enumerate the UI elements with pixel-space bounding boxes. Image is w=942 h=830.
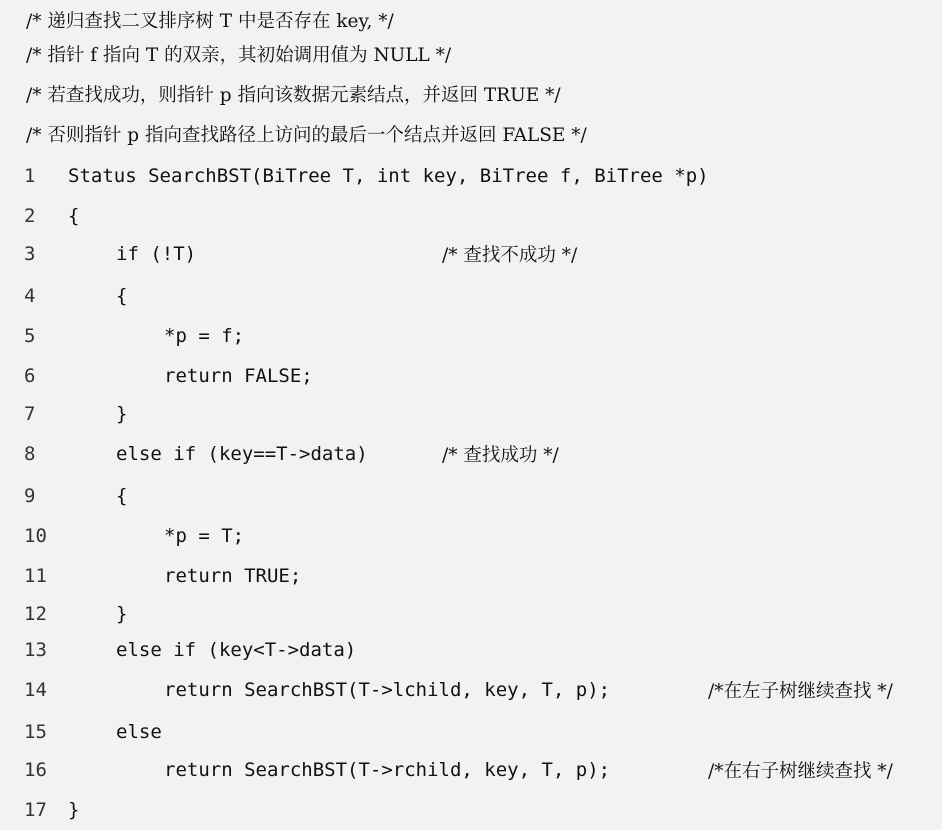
- line-number: 14: [24, 679, 47, 701]
- line-number: 2: [24, 205, 36, 227]
- line-number: 13: [24, 639, 47, 661]
- code-comment: /*在左子树继续查找 */: [708, 681, 893, 702]
- header-comment-3: /* 若查找成功，则指针 p 指向该数据元素结点，并返回 TRUE */: [26, 85, 561, 106]
- header-comment-2: /* 指针 f 指向 T 的双亲，其初始调用值为 NULL */: [26, 45, 452, 66]
- line-number: 8: [24, 443, 36, 465]
- code-text: }: [116, 603, 128, 625]
- code-text: return FALSE;: [164, 365, 313, 387]
- code-text: {: [116, 285, 128, 307]
- line-number: 10: [24, 525, 47, 547]
- code-text: if (!T): [116, 243, 197, 265]
- code-text: else if (key==T->data): [116, 443, 368, 465]
- code-text: }: [116, 403, 128, 425]
- line-number: 9: [24, 485, 36, 507]
- code-text: else: [116, 721, 162, 743]
- header-comment-4: /* 否则指针 p 指向查找路径上访问的最后一个结点并返回 FALSE */: [26, 125, 587, 146]
- line-number: 16: [24, 759, 47, 781]
- line-number: 4: [24, 285, 36, 307]
- code-text: {: [68, 205, 80, 227]
- code-text: *p = f;: [164, 325, 245, 347]
- code-text: return SearchBST(T->lchild, key, T, p);: [164, 679, 611, 701]
- code-comment: /*在右子树继续查找 */: [708, 761, 893, 782]
- line-number: 17: [24, 799, 47, 821]
- header-comment-1: /* 递归查找二叉排序树 T 中是否存在 key, */: [26, 11, 394, 32]
- line-number: 15: [24, 721, 47, 743]
- code-text: {: [116, 485, 128, 507]
- line-number: 1: [24, 165, 36, 187]
- code-text: return SearchBST(T->rchild, key, T, p);: [164, 759, 611, 781]
- line-number: 11: [24, 565, 47, 587]
- code-text: }: [68, 799, 80, 821]
- line-number: 5: [24, 325, 36, 347]
- line-number: 12: [24, 603, 47, 625]
- code-text: else if (key<T->data): [116, 639, 357, 661]
- line-number: 3: [24, 243, 36, 265]
- line-number: 6: [24, 365, 36, 387]
- line-number: 7: [24, 403, 36, 425]
- code-comment: /* 查找不成功 */: [442, 245, 578, 266]
- code-text: Status SearchBST(BiTree T, int key, BiTree f, BiTree *p): [68, 165, 709, 187]
- code-text: return TRUE;: [164, 565, 302, 587]
- code-comment: /* 查找成功 */: [442, 445, 559, 466]
- code-text: *p = T;: [164, 525, 245, 547]
